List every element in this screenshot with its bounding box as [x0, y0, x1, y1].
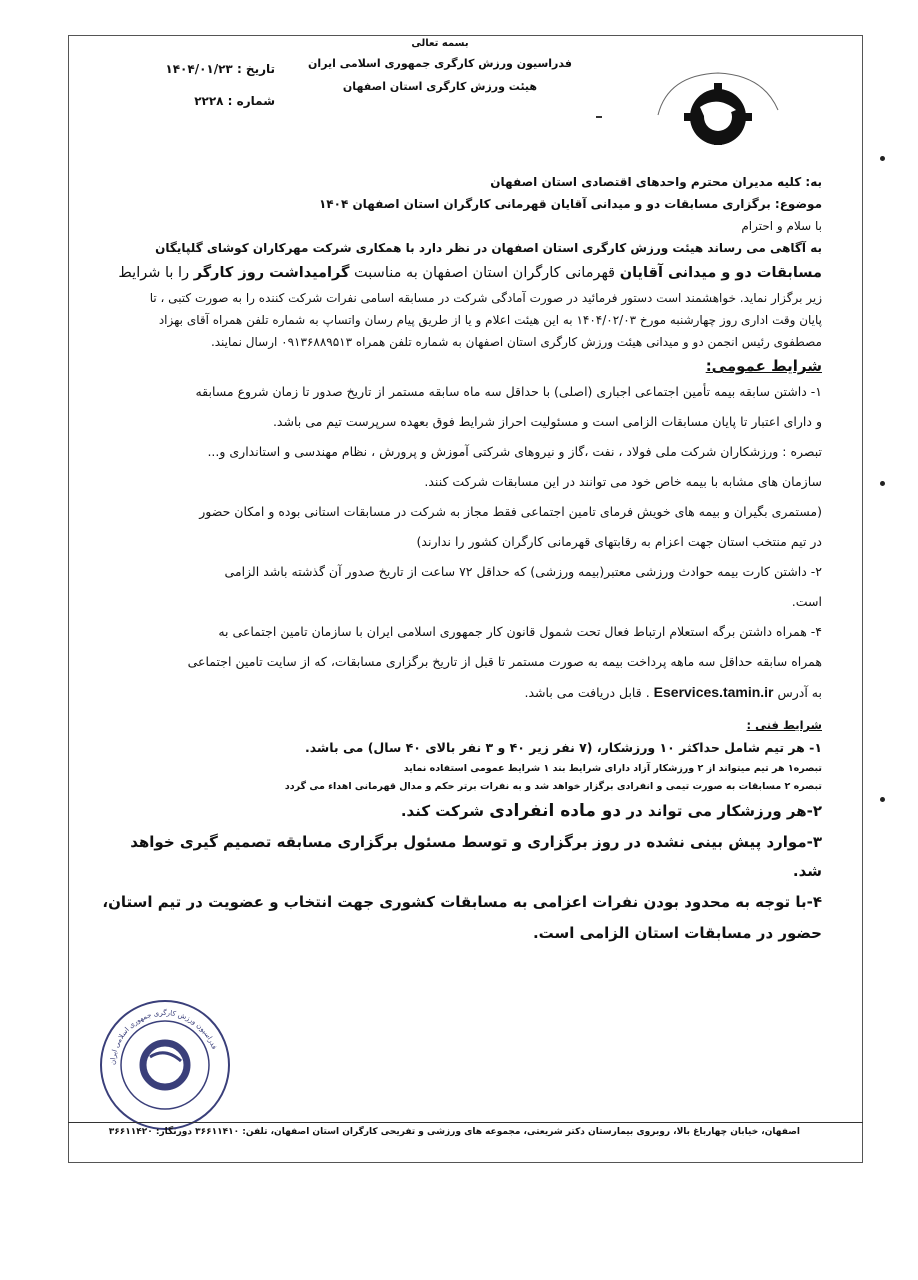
- tech-item-3: ۳-موارد پیش بینی نشده در روز برگزاری و توسط مسئول برگزاری مسابقه تصمیم گیری خواهد شد.: [130, 833, 822, 880]
- mark-dash: [596, 116, 602, 118]
- condition-2-cont: است.: [791, 594, 822, 609]
- technical-conditions-heading: شرایط فنی :: [746, 718, 822, 732]
- margin-dot: [880, 156, 885, 161]
- recipient-line: به: کلیه مدیران محترم واحدهای اقتصادی استان اصفهان: [490, 175, 822, 189]
- basmala: بسمه تعالی: [411, 38, 469, 49]
- intro-line: به آگاهی می رساند هیئت ورزش کارگری استان اصفهان در نظر دارد با همکاری شرکت مهرکاران کوشای گلپایگان: [155, 241, 822, 255]
- tech-item-1: ۱- هر تیم شامل حداکثر ۱۰ ورزشکار، (۷ نفر زیر ۴۰ و ۳ نفر بالای ۴۰ سال) می باشد.: [304, 740, 822, 755]
- tech-note-2: تبصره ۲ مسابقات به صورت تیمی و انفرادی برگزار خواهد شد و به نفرات برتر حکم و مدال قهرمانی اهداء می گردد: [284, 781, 822, 792]
- date-row: [140, 62, 275, 76]
- note-1-cont: سازمان های مشابه با بیمه خاص خود می توانند در این مسابقات شرکت کنند.: [424, 474, 822, 489]
- intro-line: مصطفوی رئیس انجمن دو و میدانی هیئت ورزش کارگری استان اصفهان به شماره تلفن همراه ۰۹۱۳۶۸۸۹۵۱۳ ارسال نمایند.: [210, 335, 822, 349]
- condition-4-address: [102, 678, 822, 707]
- tech-item-4-cont: حضور در مسابقات استان الزامی است.: [532, 924, 822, 942]
- address-post: . قابل دریافت می باشد.: [524, 685, 650, 700]
- condition-4: ۴- همراه داشتن برگه استعلام ارتباط فعال تحت شمول قانون کار جمهوری اسلامی ایران با سازمان تامین اجتماعی به: [218, 624, 822, 639]
- official-stamp: [95, 995, 235, 1135]
- number-row: [140, 94, 275, 108]
- gear-icon: [684, 83, 752, 145]
- tech-item-2-post: شرکت کند.: [400, 802, 490, 820]
- letterhead: [290, 38, 590, 103]
- letter-meta: [140, 62, 275, 126]
- address-pre: به آدرس: [777, 685, 822, 700]
- stamp-text: فدراسیون ورزش کارگری جمهوری اسلامی ایران: [108, 1009, 219, 1066]
- number-value: ۲۲۲۸: [194, 94, 224, 108]
- margin-dot: [880, 797, 885, 802]
- date-label: تاریخ :: [236, 62, 275, 76]
- tech-item-2-pre: ۲-هر ورزشکار می تواند در: [621, 802, 822, 820]
- condition-2: ۲- داشتن کارت بیمه حوادث ورزشی معتبر(بیمه ورزشی) که حداقل ۷۲ ساعت از تاریخ صدور آن گذشته باشد الزامی: [224, 564, 822, 579]
- intro-line: زیر برگزار نماید. خواهشمند است دستور فرمائید در صورت آمادگی شرکت در مسابقه اسامی نفرات شرکت کننده را به صورت کتبی ، تا: [149, 291, 822, 305]
- intro-line-highlight: [102, 260, 822, 286]
- number-label: شماره :: [227, 94, 275, 108]
- date-value: ۱۴۰۴/۰۱/۲۳: [165, 62, 233, 76]
- federation-logo: [648, 55, 788, 155]
- tech-item-2-em: دو ماده انفرادی: [489, 801, 622, 821]
- intro-tail: را با شرایط: [118, 265, 194, 281]
- board-name: هیئت ورزش کارگری استان اصفهان: [342, 80, 538, 93]
- intro-line: پایان وقت اداری روز چهارشنبه مورخ ۱۴۰۴/۰۲/۰۳ به این هیئت اعلام و یا از طریق پیام رسان واتساپ به شماره تلفن همراه آقای بهزاد: [158, 313, 822, 327]
- greeting: با سلام و احترام: [741, 219, 822, 233]
- condition-1-cont: و دارای اعتبار تا پایان مسابقات الزامی است و مسئولیت احراز شرایط فوق بعهده سرپرست تیم می باشد.: [272, 414, 822, 429]
- note-2-cont: در تیم منتخب استان جهت اعزام به رقابتهای قهرمانی کارگران کشور را ندارند): [416, 534, 822, 549]
- condition-4-cont: همراه سابقه حداقل سه ماهه پرداخت بیمه به صورت مستمر تا قبل از تاریخ برگزاری مسابقات، که از سایت تامین اجتماعی: [187, 654, 822, 669]
- tamin-url: Eservices.tamin.ir: [653, 684, 774, 700]
- note-1: تبصره : ورزشکاران شرکت ملی فولاد ، نفت ،گاز و نیروهای شرکتی آموزش و پرورش ، نظام مهندسی و استانداری و...: [207, 444, 822, 459]
- event-title: مسابقات دو و میدانی آقایان: [619, 265, 822, 281]
- letter-body: [102, 172, 822, 950]
- footer-divider: [68, 1122, 863, 1123]
- tech-item-2: [102, 797, 822, 826]
- note-2: (مستمری بگیران و بیمه های خویش فرمای تامین اجتماعی فقط مجاز به شرکت در مسابقات استانی بوده و امکان حضور: [199, 504, 822, 519]
- general-conditions-heading: شرایط عمومی:: [705, 357, 822, 375]
- intro-mid: قهرمانی کارگران استان اصفهان به مناسبت: [349, 265, 620, 281]
- stamp-gear-icon: [143, 1043, 187, 1087]
- subject-line: موضوع: برگزاری مسابقات دو و میدانی آقایان قهرمانی کارگران استان اصفهان ۱۴۰۴: [318, 197, 822, 211]
- footer-address: اصفهان، خیابان چهارباغ بالا، روبروی بیمارستان دکتر شریعتی، مجموعه های ورزشی و تفریحی کارگران استان اصفهان، تلفن: ۳۶۶۱۱۴۱۰ دورنگار: ۳۶۶۱۱۴۲۰: [108, 1127, 800, 1137]
- margin-dot: [880, 481, 885, 486]
- condition-1: ۱- داشتن سابقه بیمه تأمین اجتماعی اجباری (اصلی) با حداقل سه ماه سابقه مستمر از تاریخ صدور تا زمان شروع مسابقه: [195, 384, 822, 399]
- federation-name: فدراسیون ورزش کارگری جمهوری اسلامی ایران: [308, 57, 572, 70]
- tech-item-4: ۴-با توجه به محدود بودن نفرات اعزامی به مسابقات کشوری جهت انتخاب و عضویت در تیم استان،: [102, 893, 822, 911]
- occasion-title: گرامیداشت روز کارگر: [193, 265, 350, 281]
- tech-note-1: تبصره۱ هر تیم میتواند از ۲ ورزشکار آزاد دارای شرایط بند ۱ شرایط عمومی استفاده نماید: [403, 763, 822, 774]
